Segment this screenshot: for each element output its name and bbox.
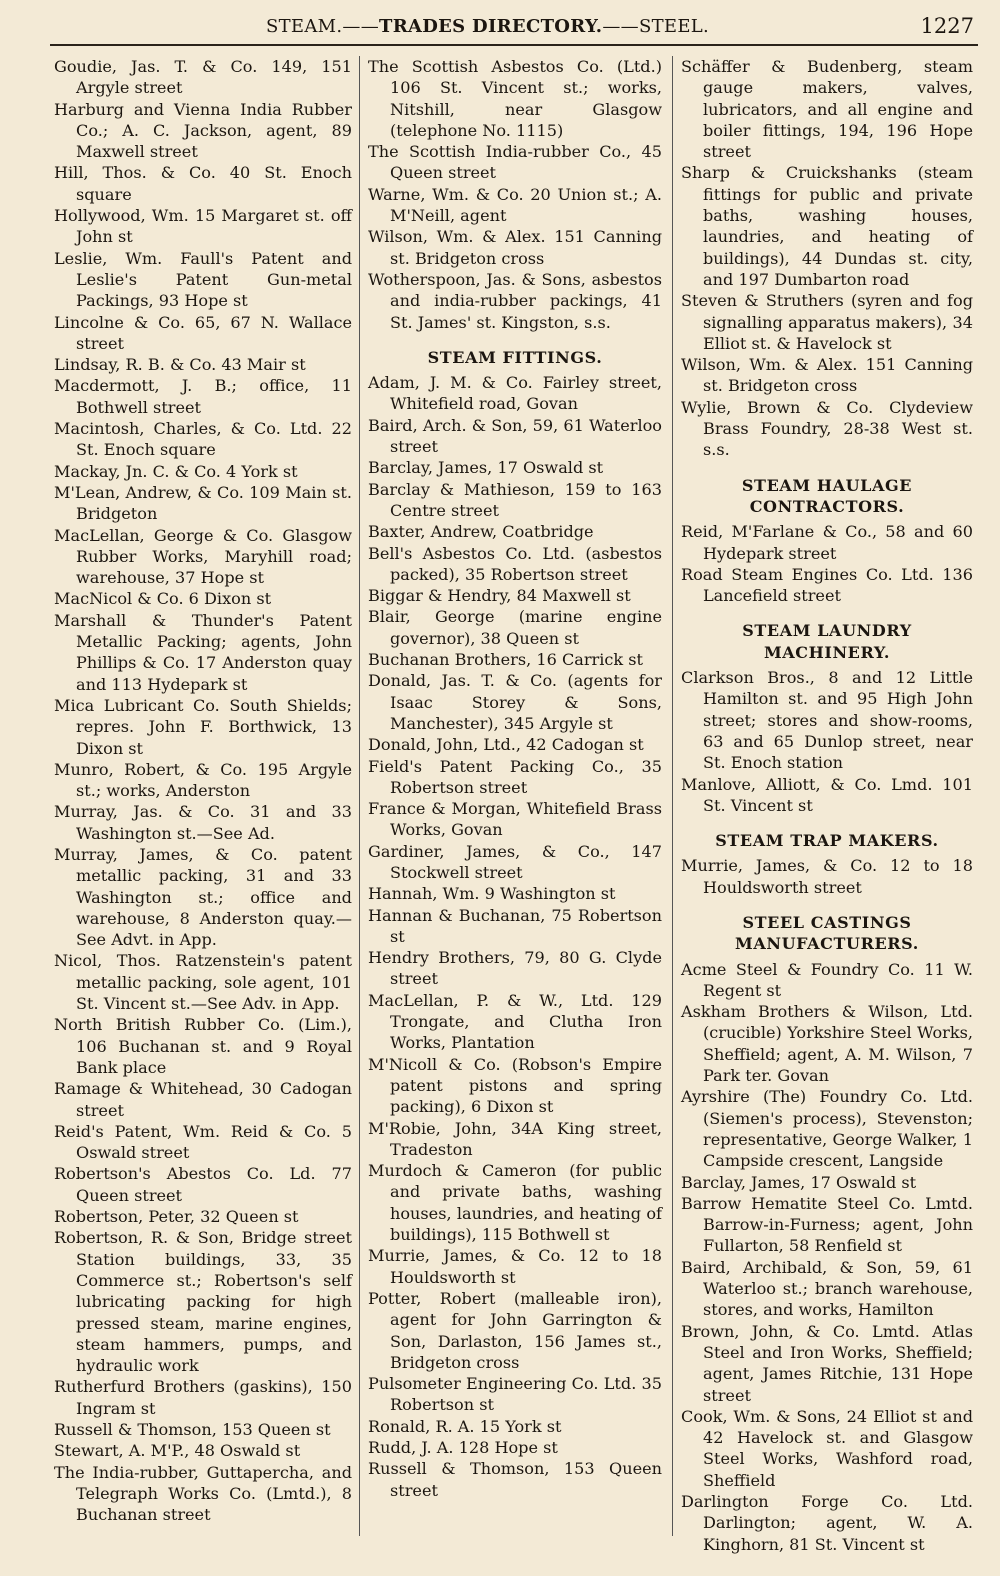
directory-entry: Rutherfurd Brothers (gaskins), 150 Ingram st — [54, 1377, 352, 1418]
directory-entry: Robertson's Abestos Co. Ld. 77 Queen street — [54, 1164, 352, 1205]
directory-entry: Steven & Struthers (syren and fog signalling apparatus makers), 34 Elliot st. & Havelock st — [681, 291, 973, 353]
directory-entry: Hollywood, Wm. 15 Margaret st. off John st — [54, 206, 352, 247]
running-title-middle: TRADES DIRECTORY. — [379, 16, 603, 37]
directory-entry: Hill, Thos. & Co. 40 St. Enoch square — [54, 163, 352, 204]
directory-entry: Russell & Thomson, 153 Queen st — [54, 1420, 331, 1439]
directory-entry: The Scottish Asbestos Co. (Ltd.) 106 St. Vincent st.; works, Nitshill, near Glasgow (telephone No. 1115) — [368, 57, 662, 140]
directory-entry: Murrie, James, & Co. 12 to 18 Houldsworth street — [681, 856, 973, 897]
header-rule — [50, 44, 978, 46]
directory-entry: Wylie, Brown & Co. Clydeview Brass Foundry, 28-38 West st. s.s. — [681, 397, 973, 460]
directory-entry: MacLellan, George & Co. Glasgow Rubber Works, Maryhill road; warehouse, 37 Hope st — [54, 525, 352, 588]
directory-entry: Lindsay, R. B. & Co. 43 Mair st — [54, 355, 306, 375]
directory-entry: Murrie, James, & Co. 12 to 18 Houldsworth st — [368, 1246, 662, 1287]
section-heading: STEAM TRAP MAKERS. — [715, 831, 939, 851]
section-heading: STEAM LAUNDRY MACHINERY. — [742, 621, 912, 662]
directory-entry: Mackay, Jn. C. & Co. 4 York st — [54, 461, 298, 481]
directory-entry: Manlove, Alliott, & Co. Lmd. 101 St. Vincent st — [681, 774, 973, 815]
directory-entry: Sharp & Cruickshanks (steam fittings for public and private baths, washing houses, laundries, and heating of buildings), 44 Dundas st. city, and 197 Dumbarton road — [681, 163, 973, 289]
running-title-right: ——STEEL. — [602, 16, 710, 37]
running-title — [266, 16, 709, 37]
directory-entry: Darlington Forge Co. Ltd. Darlington; agent, W. A. Kinghorn, 81 St. Vincent st — [681, 1492, 973, 1554]
directory-entry: North British Rubber Co. (Lim.), 106 Buchanan st. and 9 Royal Bank place — [54, 1015, 352, 1077]
directory-entry: Robertson, R. & Son, Bridge street Station buildings, 33, 35 Commerce st.; Robertson's self lubricating packing for high pressed steam, marine engines, steam hammers, pumps, and hydraulic work — [54, 1228, 352, 1376]
directory-entry: Munro, Robert, & Co. 195 Argyle st.; works, Anderston — [54, 759, 352, 801]
directory-entry: Nicol, Thos. Ratzenstein's patent metallic packing, sole agent, 101 St. Vincent st.—See Adv. in App. — [54, 951, 352, 1014]
directory-entry: MacNicol & Co. 6 Dixon st — [54, 589, 272, 609]
directory-entry: Clarkson Bros., 8 and 12 Little Hamilton st. and 95 High John street; stores and show-rooms, 63 and 65 Dunlop street, near St. Enoch station — [681, 668, 973, 773]
directory-entry: Leslie, Wm. Faull's Patent and Leslie's Patent Gun-metal Packings, 93 Hope st — [54, 248, 352, 311]
directory-entry: Ramage & Whitehead, 30 Cadogan street — [54, 1079, 352, 1120]
directory-entry: Robertson, Peter, 32 Queen st — [54, 1207, 299, 1227]
directory-entry: Wilson, Wm. & Alex. 151 Canning st. Bridgeton cross — [368, 227, 662, 268]
directory-entry: Hannan & Buchanan, 75 Robertson st — [368, 905, 662, 946]
directory-entry: Marshall & Thunder's Patent Metallic Packing; agents, John Phillips & Co. 17 Anderston quay and 113 Hydepark st — [54, 610, 352, 694]
directory-entry: Murdoch & Cameron (for public and private baths, washing houses, laundries, and heating of buildings), 115 Bothwell st — [368, 1161, 662, 1245]
column-2 — [368, 56, 662, 1501]
directory-entry: Murray, Jas. & Co. 31 and 33 Washington st.—See Ad. — [54, 802, 352, 843]
page-number: 1227 — [920, 14, 974, 38]
directory-entry: Russell & Thomson, 153 Queen street — [368, 1459, 662, 1500]
directory-entry: M'Lean, Andrew, & Co. 109 Main st. Bridgeton — [54, 482, 352, 524]
directory-entry: Warne, Wm. & Co. 20 Union st.; A. M'Neill, agent — [368, 184, 662, 226]
section-heading: STEEL CASTINGS MANUFACTURERS. — [735, 912, 919, 954]
column-1 — [54, 56, 352, 1525]
directory-entry: The Scottish India-rubber Co., 45 Queen street — [368, 142, 662, 183]
directory-entry: Baird, Arch. & Son, 59, 61 Waterloo street — [368, 415, 662, 457]
directory-entry: Hannah, Wm. 9 Washington st — [368, 884, 616, 904]
directory-entry: Field's Patent Packing Co., 35 Robertson street — [368, 756, 662, 797]
directory-entry: Biggar & Hendry, 84 Maxwell st — [368, 586, 631, 606]
directory-entry: Reid, M'Farlane & Co., 58 and 60 Hydepark street — [681, 522, 973, 563]
directory-entry: Lincolne & Co. 65, 67 N. Wallace street — [54, 312, 352, 353]
directory-entry: Ayrshire (The) Foundry Co. Ltd. (Siemen's process), Stevenston; representative, George Walker, 1 Campside crescent, Langside — [681, 1087, 973, 1171]
column-3 — [681, 56, 973, 1555]
directory-entry: Cook, Wm. & Sons, 24 Elliot st and 42 Havelock st. and Glasgow Steel Works, Washford road, Sheffield — [681, 1406, 973, 1490]
directory-entry: M'Robie, John, 34A King street, Tradeston — [368, 1118, 662, 1159]
directory-entry: Stewart, A. M'P., 48 Oswald st — [54, 1441, 301, 1461]
directory-entry: Potter, Robert (malleable iron), agent for John Garrington & Son, Darlaston, 156 James st., Bridgeton cross — [368, 1288, 662, 1372]
directory-entry: The India-rubber, Guttapercha, and Telegraph Works Co. (Lmtd.), 8 Buchanan street — [54, 1462, 352, 1525]
directory-entry: Bell's Asbestos Co. Ltd. (asbestos packed), 35 Robertson street — [368, 543, 662, 584]
directory-entry: Gardiner, James, & Co., 147 Stockwell street — [368, 841, 662, 882]
directory-entry: Blair, George (marine engine governor), 38 Queen st — [368, 607, 662, 648]
directory-entry: Barclay, James, 17 Oswald st — [681, 1172, 917, 1192]
directory-entry: Baxter, Andrew, Coatbridge — [368, 522, 594, 542]
directory-entry: M'Nicoll & Co. (Robson's Empire patent pistons and spring packing), 6 Dixon st — [368, 1054, 662, 1117]
directory-entry: France & Morgan, Whitefield Brass Works, Govan — [368, 799, 662, 840]
directory-entry: Murray, James, & Co. patent metallic packing, 31 and 33 Washington st.; office and warehouse, 8 Anderston quay.—See Advt. in App. — [54, 844, 352, 950]
directory-entry: Harburg and Vienna India Rubber Co.; A. C. Jackson, agent, 89 Maxwell street — [54, 99, 352, 162]
directory-entry: Buchanan Brothers, 16 Carrick st — [368, 650, 644, 670]
directory-entry: Wotherspoon, Jas. & Sons, asbestos and india-rubber packings, 41 St. James' st. Kingston, s.s. — [368, 269, 662, 332]
directory-entry: Macdermott, J. B.; office, 11 Bothwell street — [54, 376, 352, 417]
directory-entry: Barclay & Mathieson, 159 to 163 Centre street — [368, 479, 662, 520]
column-divider — [359, 56, 360, 1536]
directory-entry: Road Steam Engines Co. Ltd. 136 Lancefield street — [681, 564, 973, 606]
directory-entry: MacLellan, P. & W., Ltd. 129 Trongate, and Clutha Iron Works, Plantation — [368, 990, 662, 1053]
directory-entry: Macintosh, Charles, & Co. Ltd. 22 St. Enoch square — [54, 419, 352, 460]
directory-entry: Mica Lubricant Co. South Shields; repres. John F. Borthwick, 13 Dixon st — [54, 695, 352, 758]
directory-entry: Wilson, Wm. & Alex. 151 Canning st. Bridgeton cross — [681, 355, 973, 396]
directory-entry: Hendry Brothers, 79, 80 G. Clyde street — [368, 948, 662, 989]
directory-entry: Askham Brothers & Wilson, Ltd. (crucible) Yorkshire Steel Works, Sheffield; agent, A. M. Wilson, 7 Park ter. Govan — [681, 1002, 973, 1086]
directory-entry: Rudd, J. A. 128 Hope st — [368, 1438, 558, 1457]
directory-entry: Barrow Hematite Steel Co. Lmtd. Barrow-in-Furness; agent, John Fullarton, 58 Renfield st — [681, 1193, 973, 1256]
directory-entry: Adam, J. M. & Co. Fairley street, Whitefield road, Govan — [368, 373, 662, 414]
directory-entry: Reid's Patent, Wm. Reid & Co. 5 Oswald street — [54, 1121, 352, 1163]
directory-entry: Donald, Jas. T. & Co. (agents for Isaac Storey & Sons, Manchester), 345 Argyle st — [368, 671, 662, 733]
directory-entry: Brown, John, & Co. Lmtd. Atlas Steel and Iron Works, Sheffield; agent, James Ritchie, 131 Hope street — [681, 1321, 973, 1405]
directory-entry: Ronald, R. A. 15 York st — [368, 1416, 562, 1436]
section-heading: STEAM HAULAGE CONTRACTORS. — [741, 475, 913, 516]
directory-entry: Acme Steel & Foundry Co. 11 W. Regent st — [681, 959, 973, 1000]
directory-entry: Barclay, James, 17 Oswald st — [368, 458, 604, 478]
directory-entry: Donald, John, Ltd., 42 Cadogan st — [368, 735, 644, 755]
directory-entry: Pulsometer Engineering Co. Ltd. 35 Robertson st — [368, 1374, 662, 1415]
section-heading: STEAM FITTINGS. — [427, 347, 603, 367]
page-header — [0, 0, 1000, 50]
running-title-left: STEAM.—— — [266, 16, 380, 37]
directory-entry: Goudie, Jas. T. & Co. 149, 151 Argyle street — [54, 57, 352, 98]
directory-entry: Baird, Archibald, & Son, 59, 61 Waterloo st.; branch warehouse, stores, and works, Hamilton — [681, 1257, 973, 1320]
directory-entry: Schäffer & Budenberg, steam gauge makers, valves, lubricators, and all engine and boiler fittings, 194, 196 Hope street — [681, 57, 973, 162]
column-divider — [672, 56, 673, 1536]
